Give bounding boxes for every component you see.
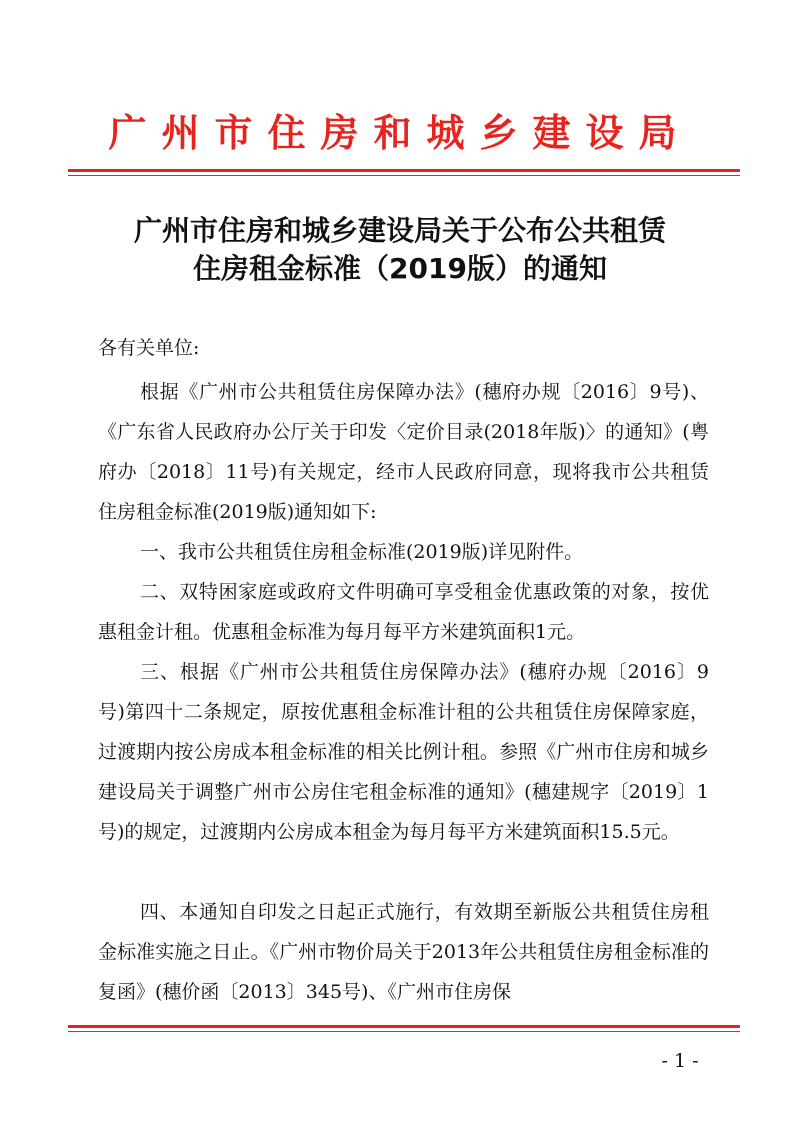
body-paragraph-5: 四、本通知自印发之日起正式施行，有效期至新版公共租赁住房租金标准实施之日止。《广州市物价局关于2013年公共租赁住房租金标准的复函》(穗价函〔2013〕345号)、《广州市住房保 [98,901,709,1003]
page-number: - 1 - [661,1050,699,1072]
salutation: 各有关单位: [98,337,200,359]
organization-header: 广州市住房和城乡建设局 [108,110,692,155]
body-paragraph-1: 根据《广州市公共租赁住房保障办法》(穗府办规〔2016〕9号)、《广东省人民政府办公厅关于印发〈定价目录(2018年版)〉的通知》(粤府办〔2018〕11号)有关规定，经市人民政府同意，现将我市公共租赁住房租金标准(2019版)通知如下: [98,381,709,523]
footer-red-rule-thick [68,1025,740,1028]
header-red-rule-thin [68,175,740,176]
header-red-rule-thick [68,169,740,172]
body-paragraph-3: 二、双特困家庭或政府文件明确可享受租金优惠政策的对象，按优惠租金计租。优惠租金标准为每月每平方米建筑面积1元。 [98,581,709,643]
footer-red-rule-thin [68,1031,740,1032]
document-title-line-1: 广州市住房和城乡建设局关于公布公共租赁 [133,214,666,247]
document-title-line-2: 住房租金标准（2019版）的通知 [193,252,607,285]
body-paragraph-4: 三、根据《广州市公共租赁住房保障办法》(穗府办规〔2016〕9号)第四十二条规定，原按优惠租金标准计租的公共租赁住房保障家庭，过渡期内按公房成本租金标准的相关比例计租。参照《广州市住房和城乡建设局关于调整广州市公房住宅租金标准的通知》(穗建规字〔2019〕1号)的规定，过渡期内公房成本租金为每月每平方米建筑面积15.5元。 [98,661,709,843]
body-paragraph-2: 一、我市公共租赁住房租金标准(2019版)详见附件。 [140,541,584,563]
